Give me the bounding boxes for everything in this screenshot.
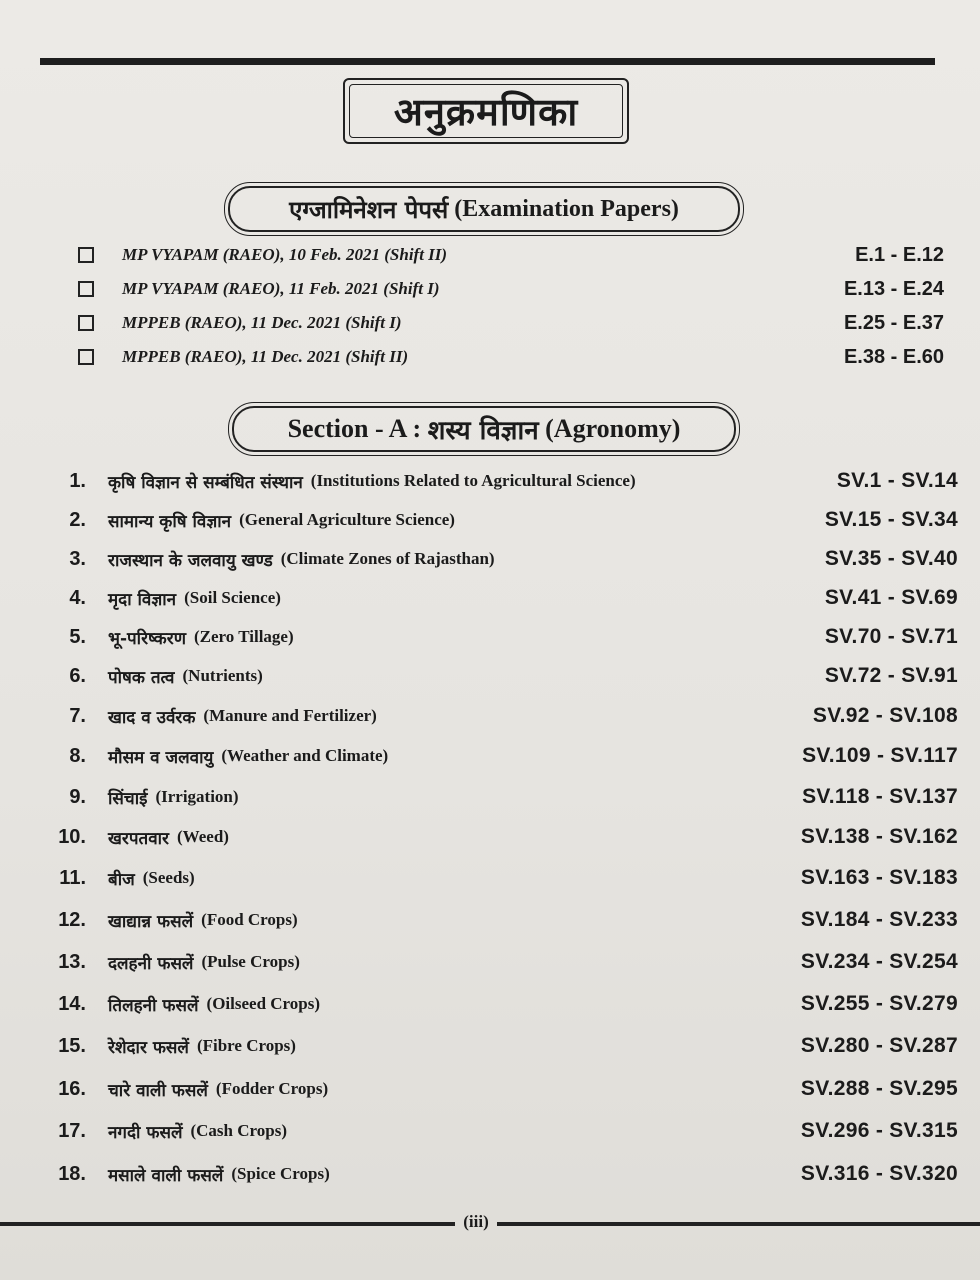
toc-title-hindi: मौसम व जलवायु	[108, 747, 214, 768]
toc-title-english: (Food Crops)	[201, 910, 298, 929]
footer-rule-left	[0, 1222, 455, 1226]
paper-row	[78, 240, 944, 270]
toc-number: 5.	[69, 625, 86, 648]
toc-row	[30, 861, 958, 895]
toc-number: 16.	[58, 1077, 86, 1100]
toc-page-range: SV.234 - SV.254	[800, 950, 958, 973]
toc-title-hindi: कृषि विज्ञान से सम्बंधित संस्थान	[108, 472, 303, 493]
title-frame	[343, 78, 629, 144]
paper-pages: E.38 - E.60	[843, 345, 944, 368]
toc-row	[30, 1114, 958, 1148]
toc-number: 7.	[69, 704, 86, 727]
paper-row	[78, 342, 944, 372]
paper-pages: E.25 - E.37	[843, 311, 944, 334]
toc-title-english: (General Agriculture Science)	[239, 510, 455, 529]
toc-title-hindi: राजस्थान के जलवायु खण्ड	[108, 550, 273, 571]
toc-number: 13.	[58, 950, 86, 973]
section-a-prefix: Section - A :	[287, 414, 422, 443]
toc-title-hindi: बीज	[108, 869, 135, 890]
footer-rule-right	[497, 1222, 980, 1226]
toc-row	[30, 780, 958, 814]
exam-heading-english: (Examination Papers)	[454, 195, 679, 222]
toc-number: 14.	[58, 992, 86, 1015]
toc-title-hindi: दलहनी फसलें	[108, 953, 194, 974]
toc-number: 8.	[69, 744, 86, 767]
exam-heading-hindi: एग्जामिनेशन पेपर्स	[289, 195, 449, 224]
toc-title-english: (Weather and Climate)	[221, 746, 389, 765]
toc-number: 11.	[59, 866, 86, 889]
toc-row	[30, 987, 958, 1021]
toc-title-english: (Fibre Crops)	[196, 1036, 296, 1055]
toc-number: 17.	[58, 1119, 86, 1142]
toc-page-range: SV.138 - SV.162	[800, 825, 958, 848]
toc-number: 15.	[58, 1034, 86, 1057]
toc-title-english: (Institutions Related to Agricultural Science)	[310, 471, 636, 490]
toc-page-range: SV.255 - SV.279	[800, 992, 958, 1015]
paper-row	[78, 274, 944, 304]
top-rule	[40, 58, 935, 65]
toc-page-range: SV.288 - SV.295	[800, 1077, 958, 1100]
toc-page-range: SV.70 - SV.71	[824, 625, 958, 648]
toc-title-hindi: पोषक तत्व	[108, 667, 175, 688]
toc-number: 4.	[69, 586, 86, 609]
toc-page-range: SV.118 - SV.137	[802, 785, 958, 808]
toc-row	[30, 739, 958, 773]
toc-title-hindi: तिलहनी फसलें	[108, 995, 199, 1016]
toc-title-hindi: खरपतवार	[108, 828, 170, 849]
toc-page-range: SV.109 - SV.117	[802, 744, 958, 767]
toc-title-english: (Spice Crops)	[231, 1164, 330, 1183]
toc-row	[30, 1029, 958, 1063]
toc-row	[30, 620, 958, 654]
toc-title-hindi: रेशेदार फसलें	[108, 1037, 189, 1058]
page-title: अनुक्रमणिका	[393, 90, 579, 134]
toc-title-english: (Irrigation)	[155, 787, 239, 806]
toc-row	[30, 542, 958, 576]
toc-title-english: (Manure and Fertilizer)	[203, 706, 377, 725]
paper-label: MP VYAPAM (RAEO), 11 Feb. 2021 (Shift I)	[122, 279, 440, 298]
toc-title-hindi: भू-परिष्करण	[108, 628, 186, 649]
toc-number: 9.	[69, 785, 86, 808]
toc-title-hindi: नगदी फसलें	[108, 1122, 183, 1143]
toc-title-english: (Soil Science)	[184, 588, 281, 607]
toc-number: 2.	[69, 508, 86, 531]
toc-title-english: (Pulse Crops)	[201, 952, 300, 971]
toc-title-hindi: चारे वाली फसलें	[108, 1080, 208, 1101]
paper-label: MPPEB (RAEO), 11 Dec. 2021 (Shift I)	[122, 313, 402, 332]
toc-title-hindi: सिंचाई	[108, 788, 148, 809]
toc-title-hindi: सामान्य कृषि विज्ञान	[108, 511, 232, 532]
toc-title-english: (Nutrients)	[182, 666, 263, 685]
checkbox-icon	[78, 281, 94, 297]
checkbox-icon	[78, 247, 94, 263]
toc-row	[30, 903, 958, 937]
toc-title-english: (Fodder Crops)	[215, 1079, 329, 1098]
section-a-hindi: शस्य विज्ञान	[427, 416, 539, 446]
paper-pages: E.13 - E.24	[843, 277, 944, 300]
toc-page-range: SV.296 - SV.315	[800, 1119, 958, 1142]
toc-title-english: (Cash Crops)	[190, 1121, 287, 1140]
toc-row	[30, 1072, 958, 1106]
toc-page-range: SV.41 - SV.69	[824, 586, 958, 609]
toc-page-range: SV.92 - SV.108	[812, 704, 958, 727]
toc-row	[30, 820, 958, 854]
toc-number: 3.	[69, 547, 86, 570]
toc-row	[30, 464, 958, 498]
toc-title-hindi: मृदा विज्ञान	[108, 589, 177, 610]
toc-row	[30, 503, 958, 537]
checkbox-icon	[78, 315, 94, 331]
toc-title-english: (Zero Tillage)	[193, 627, 294, 646]
toc-number: 18.	[58, 1162, 86, 1185]
toc-title-hindi: खाद्यान्न फसलें	[108, 911, 194, 932]
section-a-heading	[232, 406, 736, 452]
toc-title-english: (Weed)	[177, 827, 229, 846]
checkbox-icon	[78, 349, 94, 365]
toc-number: 6.	[69, 664, 86, 687]
toc-page-range: SV.316 - SV.320	[800, 1162, 958, 1185]
paper-row	[78, 308, 944, 338]
toc-page-range: SV.15 - SV.34	[824, 508, 958, 531]
toc-page-range: SV.35 - SV.40	[824, 547, 958, 570]
toc-number: 10.	[58, 825, 86, 848]
toc-title-english: (Seeds)	[142, 868, 195, 887]
toc-page-range: SV.280 - SV.287	[800, 1034, 958, 1057]
toc-row	[30, 699, 958, 733]
toc-title-hindi: मसाले वाली फसलें	[108, 1165, 224, 1186]
exam-papers-heading	[228, 186, 740, 232]
toc-row	[30, 581, 958, 615]
toc-page-range: SV.1 - SV.14	[836, 469, 958, 492]
toc-page-range: SV.184 - SV.233	[800, 908, 958, 931]
toc-title-english: (Oilseed Crops)	[206, 994, 321, 1013]
section-a-english: (Agronomy)	[545, 414, 681, 443]
paper-label: MPPEB (RAEO), 11 Dec. 2021 (Shift II)	[122, 347, 409, 366]
toc-page-range: SV.163 - SV.183	[800, 866, 958, 889]
toc-row	[30, 945, 958, 979]
toc-title-hindi: खाद व उर्वरक	[108, 707, 196, 728]
toc-number: 12.	[58, 908, 86, 931]
paper-label: MP VYAPAM (RAEO), 10 Feb. 2021 (Shift II)	[122, 245, 448, 264]
toc-row	[30, 1157, 958, 1191]
paper-pages: E.1 - E.12	[855, 243, 944, 266]
toc-number: 1.	[69, 469, 86, 492]
page-number: (iii)	[463, 1212, 489, 1231]
toc-title-english: (Climate Zones of Rajasthan)	[280, 549, 495, 568]
toc-page-range: SV.72 - SV.91	[824, 664, 958, 687]
toc-row	[30, 659, 958, 693]
